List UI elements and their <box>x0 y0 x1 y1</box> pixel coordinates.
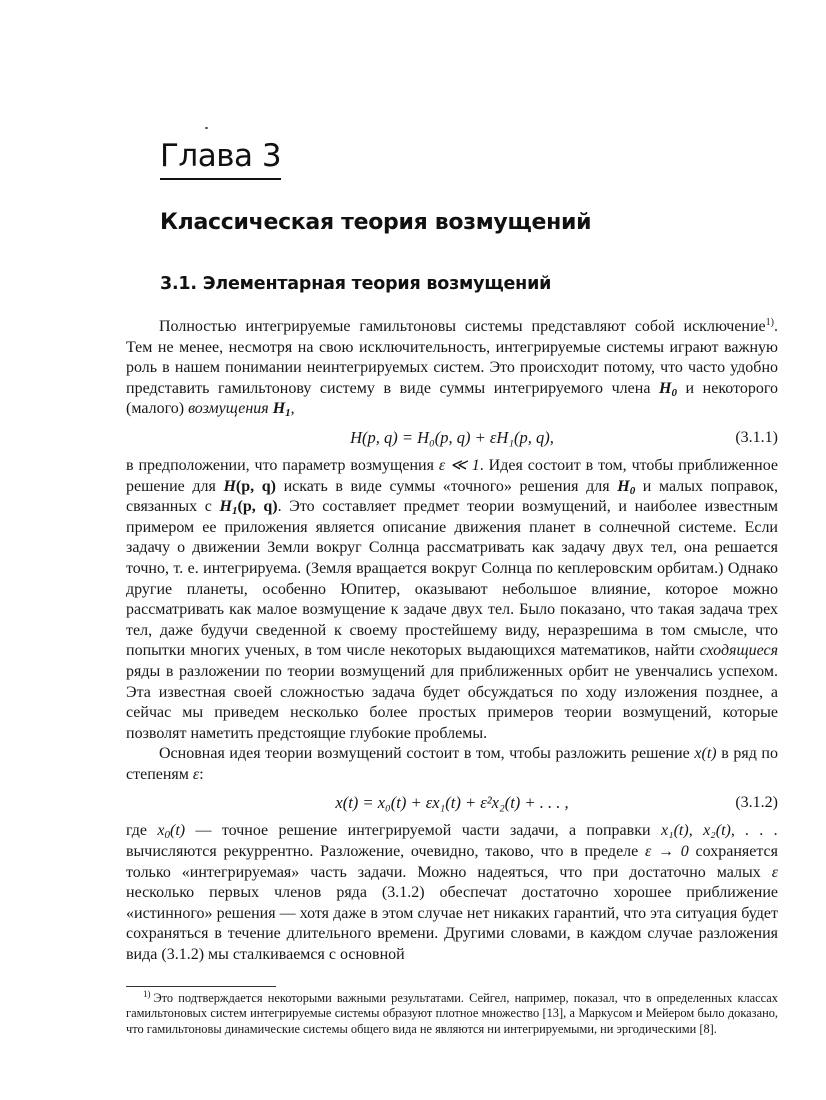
equation-formula: x(t) = x₀(t) + εx₁(t) + ε²x₂(t) + . . . , <box>335 793 569 813</box>
math-Hpq: H(p, q) <box>223 477 276 495</box>
text-run: и некоторого (малого) <box>126 379 779 418</box>
text-run: , <box>290 400 295 418</box>
footnote-divider <box>126 986 276 987</box>
text-run: . Тем не менее, несмотря на свою исключительность, интегрируемые системы играют важную роль в нашем понимании неинтегрируемых систем. Это происходит потому, что часто удобно представить гамильтонову систему в виде суммы интегрируемого члена <box>126 318 778 397</box>
math-limit: ε → 0 <box>645 843 689 861</box>
text-run: : <box>199 765 204 783</box>
paragraph-2 <box>126 456 778 744</box>
chapter-label: Глава 3 <box>160 138 281 180</box>
math-eps: ε <box>192 765 200 783</box>
text-run: в ряд по степеням <box>126 745 778 783</box>
text-run: . Это составляет предмет теории возмущений, и наиболее известным примером ее приложения является описание движения планет в солнечной системе. Если задачу о движении Земли вокруг Солнца рассматривать как задачу двух тел, она решается точно, т. е. интегрируема. (Земля вращается вокруг Солнца по кеплеровским орбитам.) Однако другие планеты, особенно Юпитер, оказывают небольшое влияние, которое можно рассматривать как малое возмущение к задаче двух тел. Было показано, что такая задача трех тел, даже будучи сведенной к своему простейшему виду, неразрешима в том смысле, что попытки многих ученых, в том числе некоторых выдающихся математиков, найти <box>126 498 779 660</box>
emphasis: сходящиеся <box>699 642 778 660</box>
footnote-text: Это подтверждается некоторыми важными результатами. Сейгел, например, показал, что в определенных классах гамильтоновых систем интегрируемые системы образуют плотное множество [13], а Маркусом и Мейером было доказано, что гамильтоновы динамические системы общего вида не являются ни интегрируемыми, ни эргодическими [8]. <box>126 991 778 1036</box>
math-H1pq: $H_1(p$, q) <box>219 498 278 518</box>
math-H0: $H_0$ <box>659 379 677 399</box>
equation-number: (3.1.2) <box>735 794 778 812</box>
equation-formula: H(p, q) = H₀(p, q) + εH₁(p, q), <box>350 427 554 447</box>
text-run: . Идея состоит в том, чтобы приближенное решение для <box>126 456 779 495</box>
text-run: несколько первых членов ряда (3.1.2) обеспечат достаточно хорошее приближение «истинного» решения — хотя даже в этом случае нет никаких гарантий, что эта ситуация будет сохраняться в течение длительного времени. Другими словами, в каждом случае разложения вида (3.1.2) мы сталкиваемся с основной <box>126 884 778 964</box>
math-eps-cond: ε ≪ 1 <box>438 456 480 474</box>
scan-speck <box>205 127 208 129</box>
text-run: где <box>126 822 158 840</box>
paragraph-3 <box>126 744 778 785</box>
paragraph-4 <box>126 821 778 965</box>
math-x-t: x(t) <box>694 745 717 763</box>
text-run: вычисляются рекуррентно. Разложение, очевидно, таково, что в пределе <box>126 843 645 861</box>
text-run: ряды в разложении по теории возмущений для приближенных орбит не увенчались успехом. Эта известная своей сложностью задача будет обсуждаться по ходу изложения позднее, а сейчас мы приведем несколько более простых примеров теории возмущений, которые позволят наметить предстоящие глубокие проблемы. <box>126 662 778 742</box>
equation-number: (3.1.1) <box>735 428 778 446</box>
equation-3-1-1 <box>126 420 778 456</box>
equation-3-1-2 <box>126 785 778 821</box>
math-corrections: x₁(t), x₂(t), . . . <box>660 822 778 840</box>
chapter-title: Классическая теория возмущений <box>160 210 592 235</box>
math-x0: $x_0(t)$ <box>157 822 186 842</box>
footnote <box>126 991 778 1037</box>
paragraph-1 <box>126 317 778 420</box>
text-run: и малых поправок, связанных с <box>126 477 779 516</box>
text-run: — точное решение интегрируемой части задачи, а поправки <box>185 822 661 840</box>
text-run: искать в виде суммы «точного» решения для <box>275 477 618 495</box>
footnote-ref: 1) <box>765 317 774 328</box>
text-run: в предположении, что параметр возмущения <box>126 456 439 474</box>
body-text <box>126 317 778 966</box>
emphasis: возмущения <box>188 400 269 418</box>
text-run: сохраняется только «интегрируемая» часть задачи. Можно надеяться, что при достаточно малых <box>126 843 778 881</box>
math-eps: ε <box>771 863 778 881</box>
math-H1: $H_1$ <box>272 400 291 420</box>
math-H0: $H_0$ <box>617 477 636 497</box>
text-run: Полностью интегрируемые гамильтоновы системы представляют собой исключение <box>159 318 766 335</box>
text-run: Основная идея теории возмущений состоит в том, чтобы разложить решение <box>159 745 695 763</box>
section-title: 3.1. Элементарная теория возмущений <box>160 274 552 294</box>
footnote-mark: 1) <box>143 989 151 999</box>
